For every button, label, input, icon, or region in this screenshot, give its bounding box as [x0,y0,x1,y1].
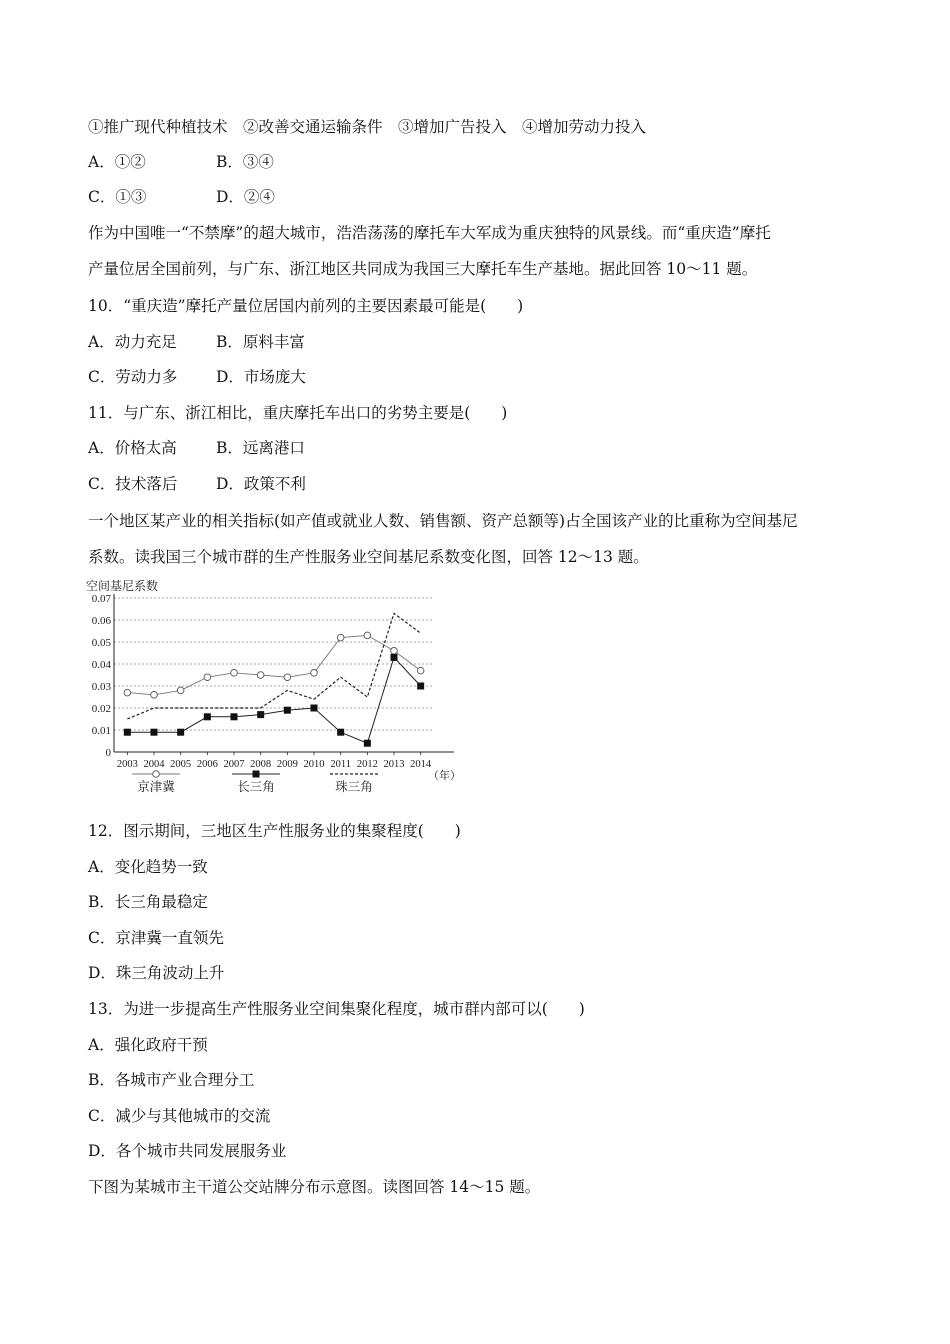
point-长三角-2007 [231,713,238,720]
y-tick-0.04: 0.04 [91,659,111,671]
point-京津冀-2009 [284,674,291,681]
point-长三角-2010 [311,705,318,712]
q9-statements: ①推广现代种植技术 ②改善交通运输条件 ③增加广告投入 ④增加劳动力投入 [88,118,647,136]
y-tick-0: 0 [105,747,111,759]
point-京津冀-2003 [124,689,131,696]
point-京津冀-2008 [257,672,264,679]
q11-option-d: D．政策不利 [216,475,306,493]
point-长三角-2014 [417,683,424,690]
q11-option-c: C．技术落后 [88,475,178,493]
x-tick-2010: 2010 [303,759,325,770]
x-tick-2008: 2008 [250,759,272,770]
x-tick-labels [117,759,432,770]
gini-coefficient-chart [82,578,482,803]
q13-stem: 13．为进一步提高生产性服务业空间集聚化程度，城市群内部可以( ) [88,1000,585,1018]
q11-options-row-1 [88,437,305,459]
point-长三角-2006 [204,713,211,720]
q9-options-row-2 [88,186,275,208]
x-tick-2014: 2014 [410,759,432,770]
intro-gini-line-1: 一个地区某产业的相关指标(如产值或就业人数、销售额、资产总额等)占全国该产业的比重称为空间基尼 [88,512,798,530]
legend-label-长三角: 长三角 [237,780,275,794]
y-tick-0.02: 0.02 [91,703,111,715]
x-tick-2011: 2011 [330,759,351,770]
point-京津冀-2006 [204,674,211,681]
y-tick-0.05: 0.05 [91,637,111,649]
x-tick-2013: 2013 [383,759,405,770]
series-line-珠三角 [127,613,420,719]
point-长三角-2004 [151,729,158,736]
legend-marker-京津冀 [153,771,160,778]
q10-stem: 10．“重庆造”摩托产量位居国内前列的主要因素最可能是( ) [88,297,524,315]
q12-option-c: C．京津冀一直领先 [88,929,224,947]
q13-option-c: C．减少与其他城市的交流 [88,1107,271,1125]
y-tick-0.01: 0.01 [91,725,111,737]
x-tick-2009: 2009 [276,759,298,770]
intro-motorcycle-line-1: 作为中国唯一“不禁摩”的超大城市，浩浩荡荡的摩托车大军成为重庆独特的风景线。而“重庆造”摩托 [88,224,771,242]
q10-options-row-1 [88,331,305,353]
q11-options-row-2 [88,473,306,495]
chart-axes [114,594,454,755]
point-长三角-2012 [364,740,371,747]
chart-series [124,613,424,746]
point-长三角-2008 [257,711,264,718]
q11-option-b: B．远离港口 [216,439,305,457]
legend-label-珠三角: 珠三角 [335,780,373,794]
intro-gini-line-2: 系数。读我国三个城市群的生产性服务业空间基尼系数变化图，回答 12～13 题。 [88,548,649,566]
q9-option-d: D．②④ [216,188,275,206]
q11-option-a: A．价格太高 [88,439,177,457]
q12-option-d: D．珠三角波动上升 [88,964,225,982]
point-京津冀-2004 [151,692,158,699]
q10-option-b: B．原料丰富 [216,333,305,351]
y-tick-0.06: 0.06 [91,615,111,627]
q13-option-d: D．各个城市共同发展服务业 [88,1142,287,1160]
point-长三角-2011 [337,729,344,736]
q13-option-b: B．各城市产业合理分工 [88,1071,255,1089]
point-长三角-2009 [284,707,291,714]
point-长三角-2013 [391,654,398,661]
q9-option-a: A．①② [88,153,146,171]
y-tick-0.07: 0.07 [91,593,111,605]
point-京津冀-2010 [311,670,318,677]
point-长三角-2003 [124,729,131,736]
legend-label-京津冀: 京津冀 [137,780,175,794]
chart-gridlines [114,598,434,730]
q10-option-d: D．市场庞大 [216,368,306,386]
y-tick-0.03: 0.03 [91,681,111,693]
point-京津冀-2013 [391,648,398,655]
q10-option-c: C．劳动力多 [88,368,178,386]
x-tick-2012: 2012 [356,759,378,770]
q10-option-a: A．动力充足 [88,333,177,351]
x-axis-unit: （年） [428,770,461,782]
point-京津冀-2007 [231,670,238,677]
q9-option-b: B．③④ [216,153,274,171]
q13-option-a: A．强化政府干预 [88,1036,208,1054]
q12-stem: 12．图示期间，三地区生产性服务业的集聚程度( ) [88,822,461,840]
point-京津冀-2014 [417,667,424,674]
point-京津冀-2005 [177,687,184,694]
x-tick-2003: 2003 [116,759,138,770]
q12-option-a: A．变化趋势一致 [88,858,208,876]
point-京津冀-2012 [364,632,371,639]
q9-options-row-1 [88,151,274,173]
point-长三角-2005 [177,729,184,736]
x-tick-2005: 2005 [170,759,192,770]
q11-stem: 11．与广东、浙江相比，重庆摩托车出口的劣势主要是( ) [88,404,508,422]
y-axis-label: 空间基尼系数 [86,579,159,593]
y-tick-labels [92,593,112,759]
x-tick-2007: 2007 [223,759,245,770]
q12-option-b: B．长三角最稳定 [88,893,208,911]
chart-legend [132,771,378,795]
intro-bus: 下图为某城市主干道公交站牌分布示意图。读图回答 14～15 题。 [88,1178,541,1196]
point-京津冀-2011 [337,634,344,641]
q9-option-c: C．①③ [88,188,147,206]
q10-options-row-2 [88,366,306,388]
intro-motorcycle-line-2: 产量位居全国前列，与广东、浙江地区共同成为我国三大摩托车生产基地。据此回答 10～11 题。 [88,260,758,278]
legend-marker-长三角 [253,771,260,778]
x-tick-2004: 2004 [143,759,165,770]
x-tick-2006: 2006 [196,759,218,770]
